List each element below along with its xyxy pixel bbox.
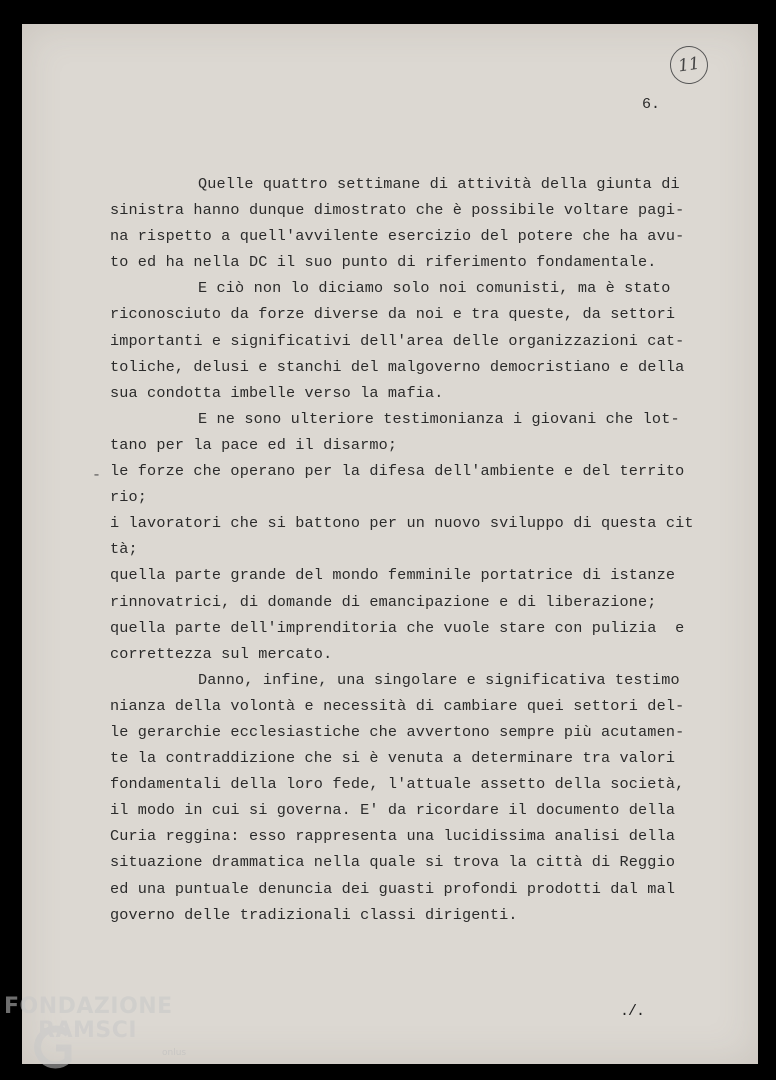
typed-body-text: [110, 171, 694, 928]
text-line: correttezza sul mercato.: [110, 644, 333, 663]
watermark-suffix: onlus: [162, 1048, 187, 1058]
watermark-line-1: FONDAZIONE: [4, 994, 173, 1019]
archive-number: 11: [676, 53, 702, 77]
text-line: le forze che operano per la difesa dell'ambiente e del territo: [110, 462, 685, 481]
text-line: rinnovatrici, di domande di emancipazione e di liberazione;: [110, 592, 657, 611]
watermark-line-2: RAMSCI: [38, 1018, 138, 1043]
text-line: il modo in cui si governa. E' da ricordare il documento della: [110, 801, 676, 820]
text-line: situazione drammatica nella quale si trova la città di Reggio: [110, 853, 676, 872]
text-line: Danno, infine, una singolare e significativa testimo: [198, 670, 680, 689]
fondazione-gramsci-watermark: [4, 994, 204, 1074]
document-page: [22, 24, 758, 1064]
text-line: tano per la pace ed il disarmo;: [110, 435, 398, 454]
text-line: nianza della volontà e necessità di cambiare quei settori del-: [110, 696, 685, 715]
text-line: E ne sono ulteriore testimonianza i giovani che lot-: [198, 409, 680, 428]
text-line: quella parte grande del mondo femminile portatrice di istanze: [110, 566, 676, 585]
text-line: te la contraddizione che si è venuta a determinare tra valori: [110, 749, 676, 768]
text-line: to ed ha nella DC il suo punto di riferimento fondamentale.: [110, 253, 657, 272]
text-line: le gerarchie ecclesiastiche che avvertono sempre più acutamen-: [110, 722, 685, 741]
text-line: i lavoratori che si battono per un nuovo sviluppo di questa cit: [110, 514, 694, 533]
archive-number-stamp: [668, 44, 711, 87]
text-line: rio;: [110, 488, 148, 507]
continuation-mark: ./.: [620, 1003, 645, 1020]
text-line: E ciò non lo diciamo solo noi comunisti, ma è stato: [198, 279, 671, 298]
margin-mark: -: [92, 467, 102, 484]
text-line: sua condotta imbelle verso la mafia.: [110, 383, 444, 402]
text-line: importanti e significativi dell'area delle organizzazioni cat-: [110, 331, 685, 350]
text-line: na rispetto a quell'avvilente esercizio del potere che ha avu-: [110, 227, 685, 246]
text-line: Curia reggina: esso rappresenta una lucidissima analisi della: [110, 827, 676, 846]
text-line: sinistra hanno dunque dimostrato che è possibile voltare pagi-: [110, 201, 685, 220]
text-line: governo delle tradizionali classi dirigenti.: [110, 905, 518, 924]
text-line: Quelle quattro settimane di attività della giunta di: [198, 175, 680, 193]
page-number: 6.: [642, 96, 661, 113]
text-line: tà;: [110, 540, 138, 559]
text-line: ed una puntuale denuncia dei guasti profondi prodotti dal mal: [110, 879, 676, 898]
text-line: quella parte dell'imprenditoria che vuole stare con pulizia e: [110, 618, 685, 637]
text-line: fondamentali della loro fede, l'attuale assetto della società,: [110, 775, 685, 794]
text-line: riconosciuto da forze diverse da noi e tra queste, da settori: [110, 305, 676, 324]
text-line: toliche, delusi e stanchi del malgoverno democristiano e della: [110, 357, 685, 376]
